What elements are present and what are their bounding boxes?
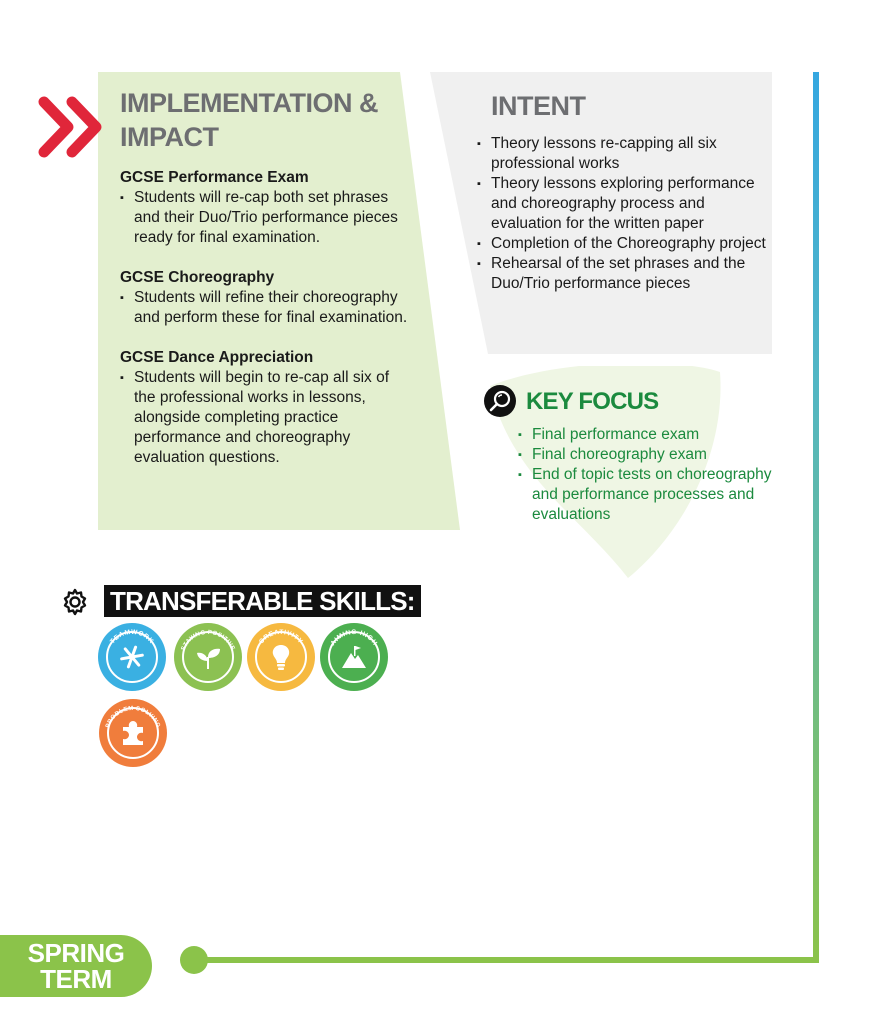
- section-performance-exam: [120, 168, 410, 248]
- list-item: ▪ Theory lessons re-capping all six professional works: [477, 134, 767, 174]
- intent-title: INTENT: [491, 91, 586, 121]
- list-item: ▪ End of topic tests on choreography and performance processes and evaluations: [518, 465, 798, 525]
- list-item: ▪ Final choreography exam: [518, 445, 798, 465]
- skill-label: PROBLEM SOLVING: [105, 705, 161, 729]
- key-focus-list: [518, 425, 798, 525]
- term-label-line2: TERM: [40, 964, 112, 994]
- timeline-dot: [180, 946, 208, 974]
- magnifier-icon: [484, 385, 516, 417]
- vertical-timeline-line: [813, 72, 819, 962]
- skill-label: STAYING POSITIVE: [180, 629, 236, 652]
- key-focus-content: [518, 387, 798, 525]
- transferable-skills-title: TRANSFERABLE SKILLS:: [104, 585, 421, 617]
- skill-label: AIMING HIGH: [329, 628, 379, 648]
- implementation-title: [120, 86, 410, 154]
- section-heading: GCSE Choreography: [120, 269, 275, 286]
- list-item: ▪ Students will re-cap both set phrases and their Duo/Trio performance pieces ready for final examination.: [120, 188, 410, 248]
- section-choreography: [120, 268, 410, 328]
- teamwork-icon: [118, 643, 146, 671]
- skill-label: TEAMWORK: [109, 628, 155, 646]
- skill-badge-staying-positive: [174, 623, 242, 691]
- mountain-flag-icon: [340, 643, 368, 671]
- horizontal-timeline-line: [193, 957, 819, 963]
- implementation-title-line1: IMPLEMENTATION &: [120, 88, 378, 118]
- list-item: ▪ Students will begin to re-cap all six of the professional works in lessons, alongside completing practice performance and choreography evaluation questions.: [120, 368, 410, 468]
- gear-icon: [60, 587, 90, 617]
- section-heading: GCSE Performance Exam: [120, 169, 309, 186]
- term-label-line1: SPRING: [27, 938, 125, 968]
- intent-content: [477, 90, 767, 294]
- puzzle-icon: [119, 719, 147, 747]
- list-item: ▪ Final performance exam: [518, 425, 798, 445]
- implementation-title-line2: IMPACT: [120, 122, 219, 152]
- lightbulb-icon: [267, 643, 295, 671]
- double-chevron-icon: [38, 96, 106, 158]
- skill-badge-aiming-high: [320, 623, 388, 691]
- key-focus-title: KEY FOCUS: [526, 388, 659, 415]
- implementation-content: [120, 86, 410, 488]
- skill-badge-problem-solving: [99, 699, 167, 767]
- skill-badge-teamwork: [98, 623, 166, 691]
- plant-icon: [194, 643, 222, 671]
- intent-list: [477, 134, 767, 294]
- section-heading: GCSE Dance Appreciation: [120, 349, 314, 366]
- list-item: ▪ Completion of the Choreography project: [477, 234, 767, 254]
- list-item: ▪ Students will refine their choreography and perform these for final examination.: [120, 288, 410, 328]
- skill-label: CREATIVITY: [257, 628, 305, 646]
- section-dance-appreciation: [120, 348, 410, 468]
- skill-badge-creativity: [247, 623, 315, 691]
- list-item: ▪ Rehearsal of the set phrases and the Duo/Trio performance pieces: [477, 254, 767, 294]
- term-label: [0, 935, 152, 997]
- list-item: ▪ Theory lessons exploring performance and choreography process and evaluation for the written paper: [477, 174, 767, 234]
